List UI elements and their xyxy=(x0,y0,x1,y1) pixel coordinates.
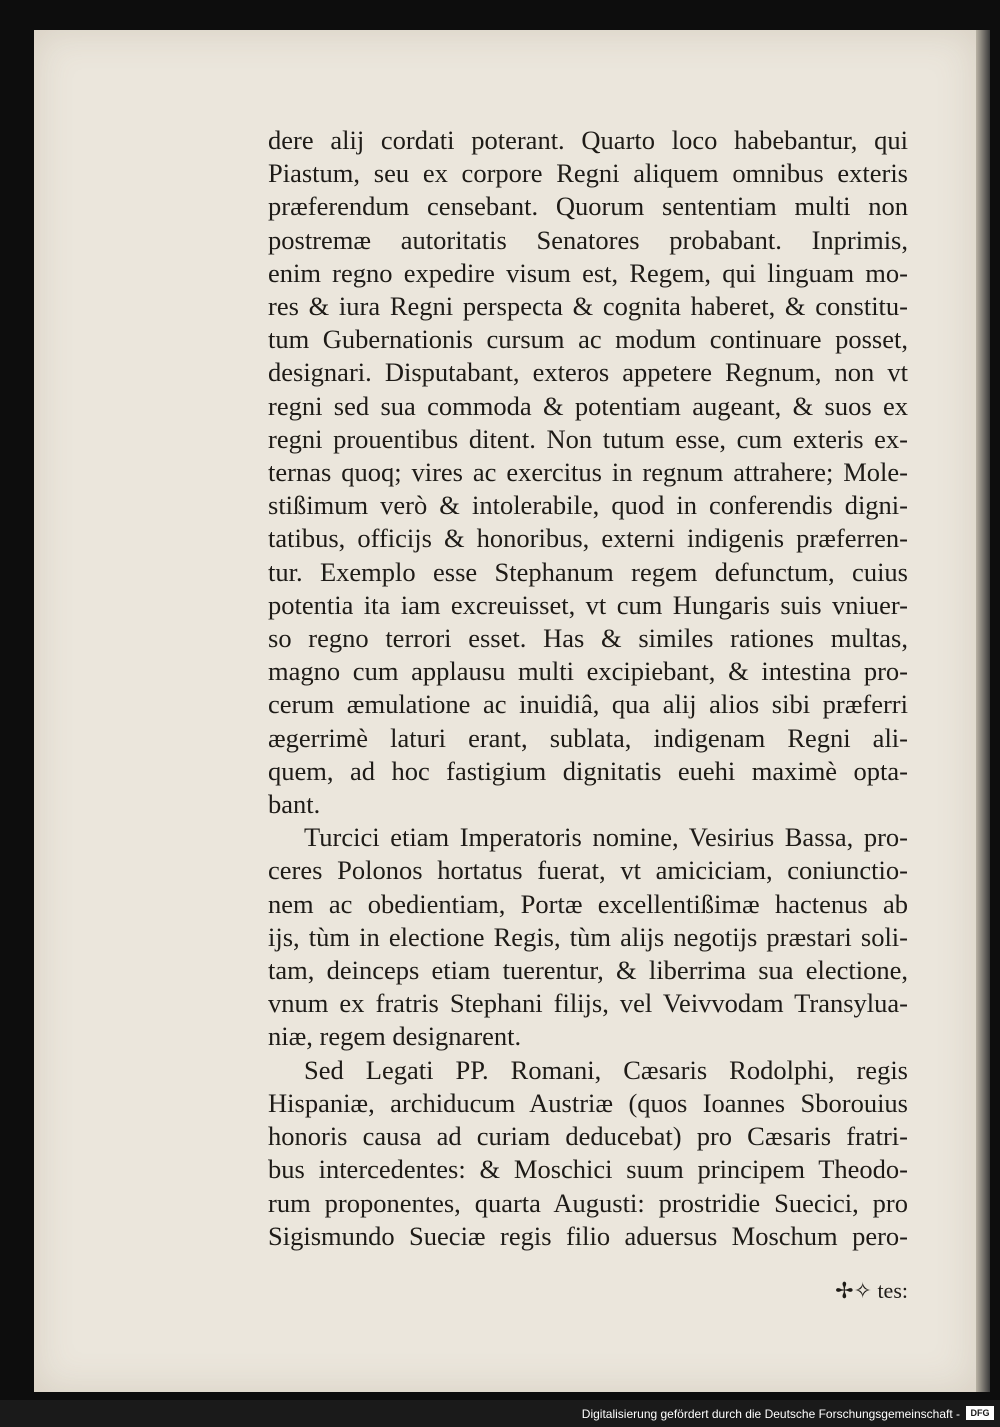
text-line: enim regno expedire visum est, Regem, qui linguam mo- xyxy=(268,257,908,288)
funding-credit: Digitalisierung gefördert durch die Deutsche Forschungsgemeinschaft - xyxy=(581,1407,960,1421)
text-line: tur. Exemplo esse Stephanum regem defunctum, cuius xyxy=(268,556,908,587)
text-line: rum proponentes, quarta Augusti: prostridie Suecici, pro xyxy=(268,1187,908,1218)
text-line: dere alij cordati poterant. Quarto loco habebantur, qui xyxy=(268,125,908,155)
text-line: potentia ita iam excreuisset, vt cum Hungaris suis vniuer- xyxy=(268,589,908,620)
text-line: designari. Disputabant, exteros appetere Regnum, non vt xyxy=(268,357,908,388)
text-line: Piastum, seu ex corpore Regni aliquem omnibus exteris xyxy=(268,158,908,189)
text-line: tam, deinceps etiam tuerentur, & liberrima sua electione, xyxy=(268,955,908,986)
text-line: Hispaniæ, archiducum Austriæ (quos Ioannes Sborouius xyxy=(268,1087,908,1118)
text-line: vnum ex fratris Stephani filijs, vel Veivvodam Transylua- xyxy=(268,988,908,1019)
text-line: so regno terrori esset. Has & similes rationes multas, xyxy=(268,623,908,654)
catchword-line xyxy=(268,1276,908,1306)
text-line: magno cum applausu multi excipiebant, & intestina pro- xyxy=(268,656,908,687)
text-line: res & iura Regni perspecta & cognita haberet, & constitu- xyxy=(268,291,908,322)
text-line: regni prouentibus ditent. Non tutum esse, cum exteris ex- xyxy=(268,423,908,454)
text-line: ijs, tùm in electione Regis, tùm alijs negotijs præstari soli- xyxy=(268,921,908,952)
text-line: bant. xyxy=(268,789,321,820)
text-line: Sed Legati PP. Romani, Cæsaris Rodolphi, regis xyxy=(304,1054,908,1085)
text-line: bus intercedentes: & Moschici suum principem Theodo- xyxy=(268,1154,908,1185)
text-line: quem, ad hoc fastigium dignitatis euehi maximè opta- xyxy=(268,755,908,786)
digitization-footer xyxy=(0,1400,1000,1427)
signature-mark: ✢✧ xyxy=(835,1278,872,1303)
text-line: nem ac obedientiam, Portæ excellentißimæ hactenus ab xyxy=(268,888,908,919)
text-line: postremæ autoritatis Senatores probabant. Inprimis, xyxy=(268,224,908,255)
text-line: tum Gubernationis cursum ac modum continuare posset, xyxy=(268,324,908,355)
text-line: ægerrimè laturi erant, sublata, indigenam Regni ali- xyxy=(268,722,908,753)
text-line: Turcici etiam Imperatoris nomine, Vesirius Bassa, pro- xyxy=(304,822,908,853)
text-line: niæ, regem designarent. xyxy=(268,1021,522,1052)
dfg-logo: DFG xyxy=(966,1406,994,1420)
text-line: regni sed sua commoda & potentiam augeant, & suos ex xyxy=(268,390,908,421)
text-line: ceres Polonos hortatus fuerat, vt amiciciam, coniunctio- xyxy=(268,855,908,886)
text-line: tatibus, officijs & honoribus, externi indigenis præferren- xyxy=(268,523,908,554)
page-edge xyxy=(976,30,990,1392)
catchword: tes: xyxy=(877,1278,908,1303)
text-line: stißimum verò & intolerabile, quod in conferendis digni- xyxy=(268,490,908,521)
body-text xyxy=(268,124,908,1253)
text-line: præferendum censebant. Quorum sententiam multi non xyxy=(268,191,908,222)
text-line: ternas quoq; vires ac exercitus in regnum attrahere; Mole- xyxy=(268,457,908,488)
text-line: Sigismundo Sueciæ regis filio aduersus Moschum pero- xyxy=(268,1220,908,1251)
text-line: cerum æmulatione ac inuidiâ, qua alij alios sibi præferri xyxy=(268,689,908,720)
text-line: honoris causa ad curiam deducebat) pro Cæsaris fratri- xyxy=(268,1121,908,1152)
